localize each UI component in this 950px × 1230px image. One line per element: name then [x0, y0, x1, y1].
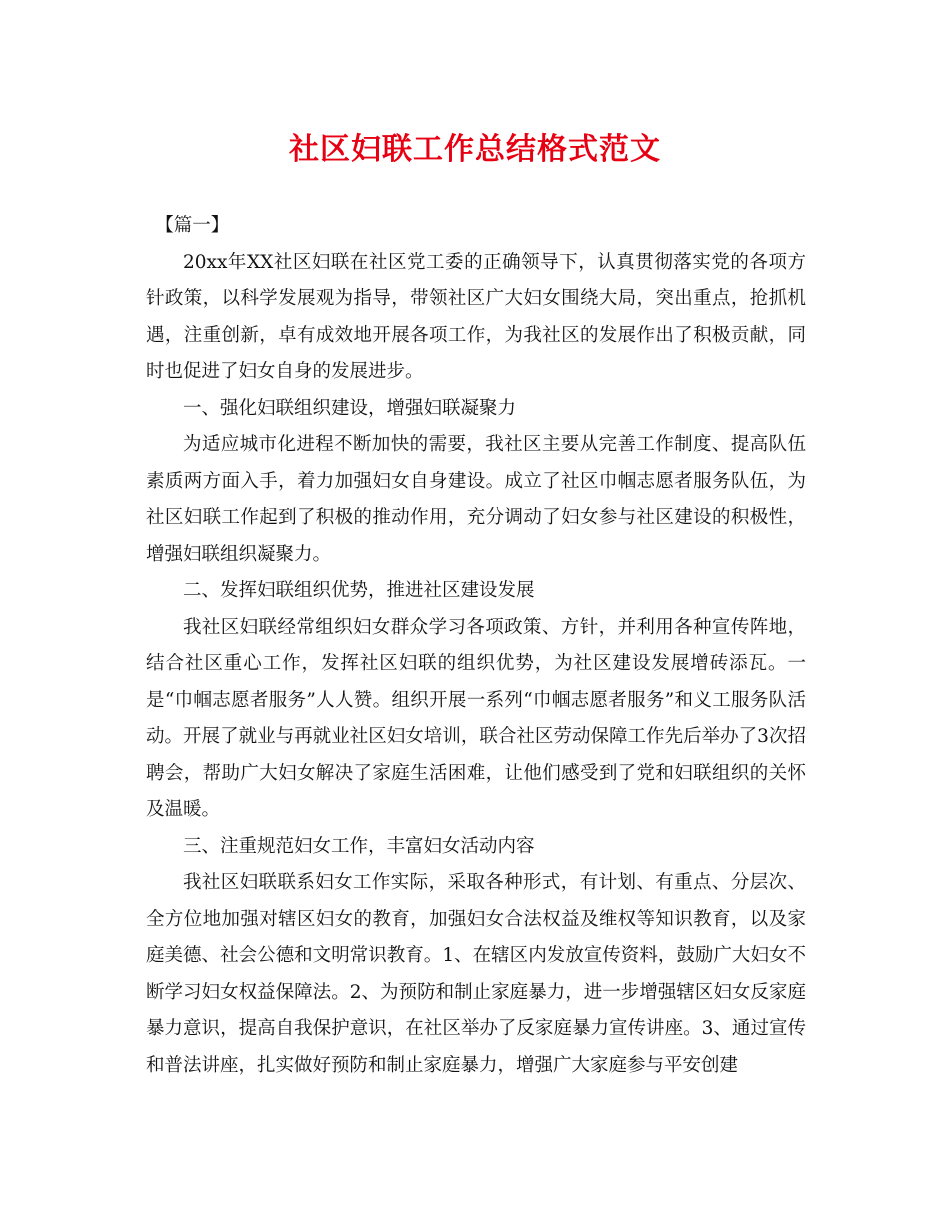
heading-2: 二、发挥妇联组织优势，推进社区建设发展	[183, 580, 535, 601]
document-title: 社区妇联工作总结格式范文	[289, 132, 661, 167]
paragraph-1: 为适应城市化进程不断加快的需要，我社区主要从完善工作制度、提高队伍素质两方面入手，着力加强妇女自身建设。成立了社区巾帼志愿者服务队伍，为社区妇联工作起到了积极的推动作用，充分调动了妇女参与社区建设的积极性，增强妇联组织凝聚力。	[146, 434, 806, 565]
section-label: 【篇一】	[155, 215, 230, 236]
heading-3: 三、注重规范妇女工作，丰富妇女活动内容	[183, 835, 535, 857]
heading-1: 一、强化妇联组织建设，增强妇联凝聚力	[183, 397, 517, 419]
intro-paragraph: 20xx年XX社区妇联在社区党工委的正确领导下，认真贯彻落实党的各项方针政策，以科学发展观为指导，带领社区广大妇女围绕大局，突出重点，抢抓机遇，注重创新，卓有成效地开展各项工作，为我社区的发展作出了积极贡献，同时也促进了妇女自身的发展进步。	[146, 251, 806, 382]
paragraph-3: 我社区妇联联系妇女工作实际，采取各种形式，有计划、有重点、分层次、全方位地加强对辖区妇女的教育，加强妇女合法权益及维权等知识教育，以及家庭美德、社会公德和文明常识教育。1、在辖区内发放宣传资料，鼓励广大妇女不断学习妇女权益保障法。2、为预防和制止家庭暴力，进一步增强辖区妇女反家庭暴力意识，提高自我保护意识，在社区举办了反家庭暴力宣传讲座。3、通过宣传和普法讲座，扎实做好预防和制止家庭暴力，增强广大家庭参与平安创建	[146, 872, 806, 1076]
paragraph-2: 我社区妇联经常组织妇女群众学习各项政策、方针，并利用各种宣传阵地，结合社区重心工作，发挥社区妇联的组织优势，为社区建设发展增砖添瓦。一是“巾帼志愿者服务”人人赞。组织开展一系列“巾帼志愿者服务”和义工服务队活动。开展了就业与再就业社区妇女培训，联合社区劳动保障工作先后举办了3次招聘会，帮助广大妇女解决了家庭生活困难，让他们感受到了党和妇联组织的关怀及温暖。	[146, 616, 806, 820]
document-body	[146, 208, 806, 1084]
